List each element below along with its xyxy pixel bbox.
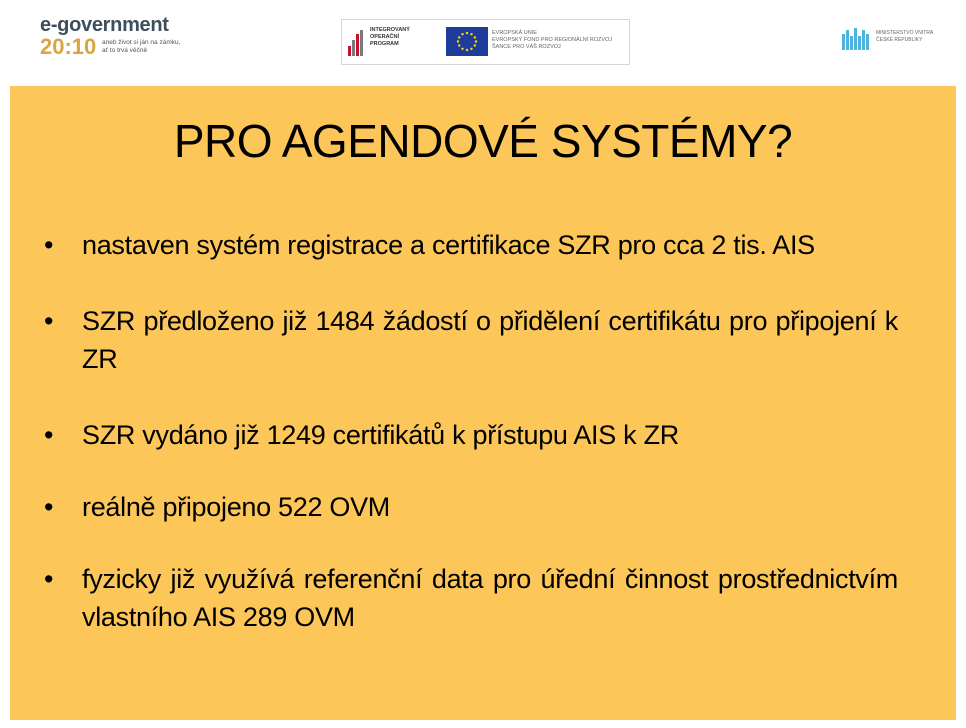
iop-line: OPERAČNÍ xyxy=(370,34,400,40)
slide-title: PRO AGENDOVÉ SYSTÉMY? xyxy=(173,115,793,167)
iop-bars-icon xyxy=(348,30,364,56)
eu-flag-icon xyxy=(446,27,488,56)
mv-line: MINISTERSTVO VNITRA xyxy=(876,30,934,36)
egov-logo-year: 20:10 xyxy=(40,34,97,59)
bullet-item: • nastaven systém registrace a certifikace SZR pro cca 2 tis. AIS xyxy=(40,226,898,264)
eu-logo-text xyxy=(492,30,622,51)
egov-logo-title: e-government xyxy=(40,14,169,36)
slide-content-panel xyxy=(10,86,956,720)
bullet-item: • fyzicky již využívá referenční data pro úřední činnost prostřednictvím vlastního AIS 289 OVM xyxy=(40,560,898,636)
egovernment-logo xyxy=(40,14,240,64)
eu-line: ŠANCE PRO VÁŠ ROZVOJ xyxy=(492,44,561,50)
bullet-item: • reálně připojeno 522 OVM xyxy=(40,488,898,526)
iop-logo-text xyxy=(370,27,430,48)
egov-tagline-line: ať to trvá věčně xyxy=(102,46,148,54)
bullet-list xyxy=(40,226,898,674)
slide-header xyxy=(0,0,966,86)
egov-logo-tagline xyxy=(102,39,202,54)
eu-line: EVROPSKÁ UNIE xyxy=(492,30,537,36)
bullet-item: • SZR vydáno již 1249 certifikátů k přístupu AIS k ZR xyxy=(40,416,898,454)
eu-line: EVROPSKÝ FOND PRO REGIONÁLNÍ ROZVOJ xyxy=(492,37,613,43)
iop-line: PROGRAM xyxy=(370,41,399,47)
ministry-logo-text xyxy=(876,30,946,43)
iop-line: INTEGROVANÝ xyxy=(370,27,410,33)
egov-tagline-line: aneb život si ján na zámku, xyxy=(102,39,181,46)
mv-line: ČESKÉ REPUBLIKY xyxy=(876,36,923,43)
partner-logos xyxy=(341,19,630,65)
ministry-logo-icon xyxy=(842,28,872,50)
bullet-item: • SZR předloženo již 1484 žádostí o přidělení certifikátu pro připojení k ZR xyxy=(40,302,898,378)
